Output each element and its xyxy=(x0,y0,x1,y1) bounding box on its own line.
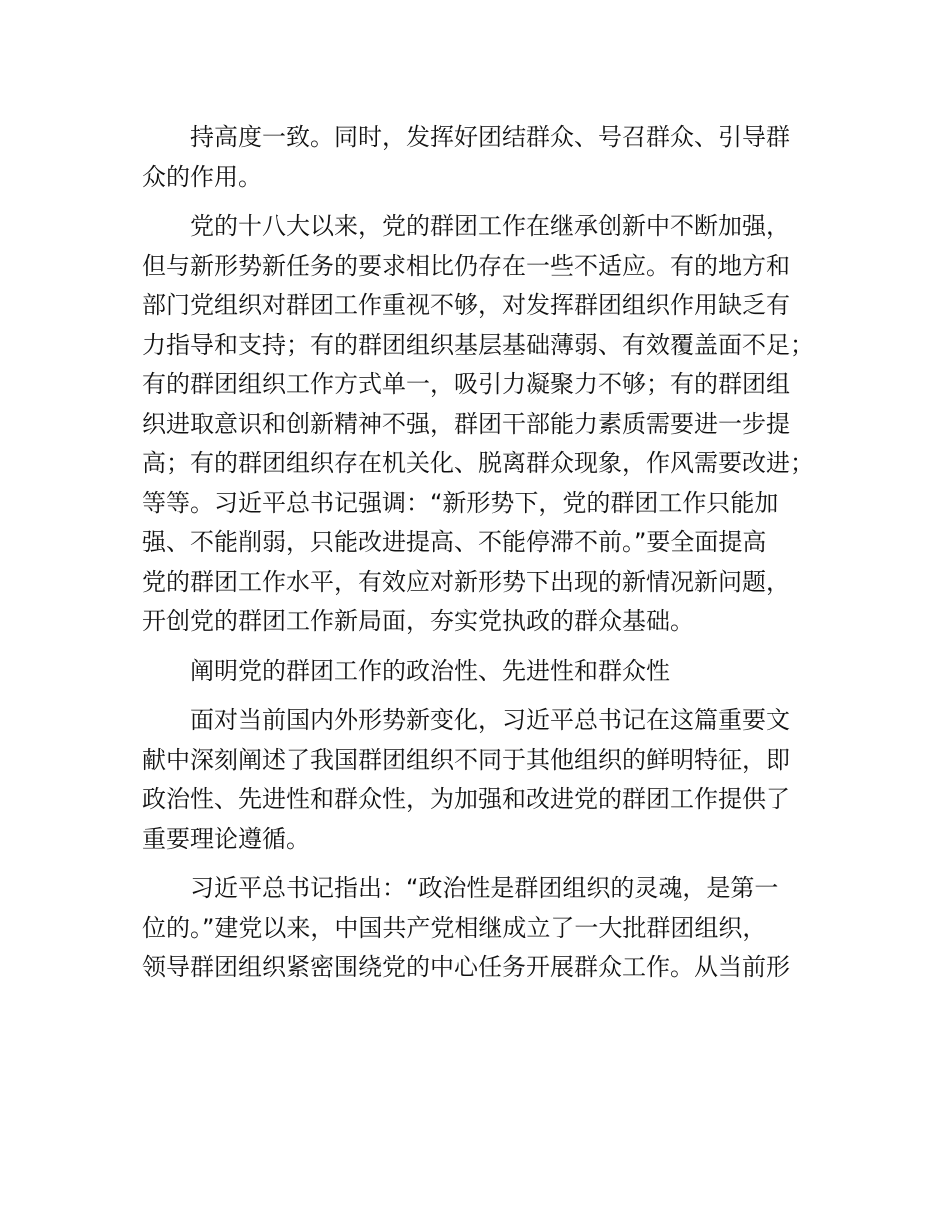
text-line: 高；有的群团组织存在机关化、脱离群众现象，作风需要改进； xyxy=(142,449,814,477)
text-line: 政治性、先进性和群众性，为加强和改进党的群团工作提供了 xyxy=(142,785,790,813)
text-line: 位的。”建党以来，中国共产党相继成立了一大批群团组织， xyxy=(142,913,767,942)
text-line: 习近平总书记指出：“政治性是群团组织的灵魂，是第一 xyxy=(190,874,779,902)
text-line: 重要理论遵循。 xyxy=(142,824,310,853)
paragraph xyxy=(142,701,832,859)
document-body xyxy=(142,118,832,988)
text-line: 等等。习近平总书记强调：“新形势下，党的群团工作只能加 xyxy=(142,488,779,517)
text-line: 但与新形势新任务的要求相比仍存在一些不适应。有的地方和 xyxy=(142,251,790,280)
paragraph xyxy=(142,207,832,642)
text-line: 众的作用。 xyxy=(142,162,262,191)
text-line: 献中深刻阐述了我国群团组织不同于其他组织的鲜明特征，即 xyxy=(142,745,790,774)
section-heading xyxy=(142,652,832,692)
text-line: 党的十八大以来，党的群团工作在继承创新中不断加强， xyxy=(190,212,790,240)
text-line: 有的群团组织工作方式单一，吸引力凝聚力不够；有的群团组 xyxy=(142,370,790,398)
text-line: 领导群团组织紧密围绕党的中心任务开展群众工作。从当前形 xyxy=(142,953,790,981)
text-line: 开创党的群团工作新局面，夯实党执政的群众基础。 xyxy=(142,607,694,635)
section-heading-text: 阐明党的群团工作的政治性、先进性和群众性 xyxy=(190,656,670,685)
text-line: 面对当前国内外形势新变化，习近平总书记在这篇重要文 xyxy=(190,706,790,734)
text-line: 织进取意识和创新精神不强，群团干部能力素质需要进一步提 xyxy=(142,409,790,438)
text-line: 部门党组织对群团工作重视不够，对发挥群团组织作用缺乏有 xyxy=(142,291,790,319)
text-line: 党的群团工作水平，有效应对新形势下出现的新情况新问题， xyxy=(142,567,790,596)
text-line: 强、不能削弱，只能改进提高、不能停滞不前。”要全面提高 xyxy=(142,528,767,556)
text-line: 力指导和支持；有的群团组织基层基础薄弱、有效覆盖面不足； xyxy=(142,330,814,359)
paragraph xyxy=(142,869,832,988)
text-line: 持高度一致。同时，发挥好团结群众、号召群众、引导群 xyxy=(190,123,790,151)
paragraph xyxy=(142,118,832,197)
